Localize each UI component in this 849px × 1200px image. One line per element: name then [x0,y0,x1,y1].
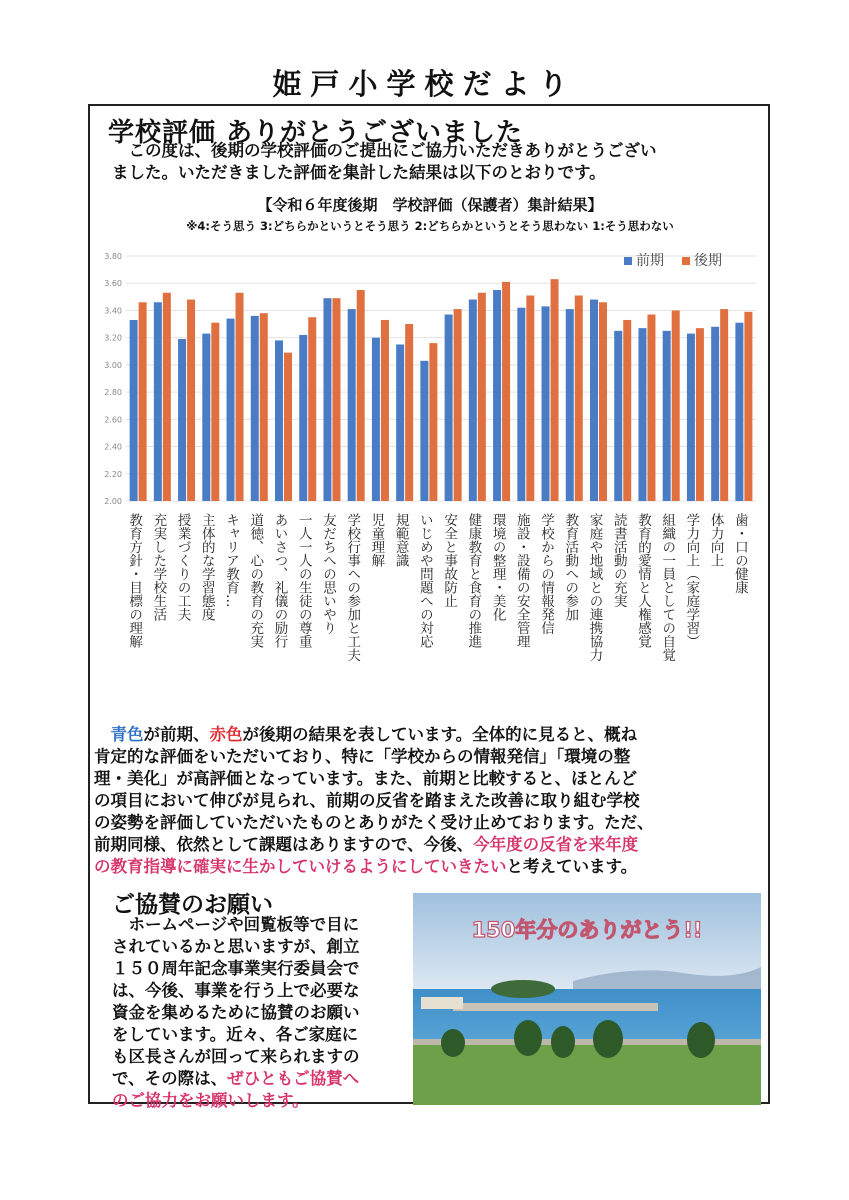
bar-kouki [284,353,292,501]
bar-zenki [542,306,550,501]
bar-zenki [178,339,186,501]
bar-kouki [502,282,510,501]
sponsor-line: １５０周年記念事業実行委員会で [112,959,360,978]
summary-text: が前期、 [143,725,210,744]
category-label: いじめや問題への対応 [416,513,433,648]
bar-kouki [696,328,704,501]
category-label: 充実した学校生活 [150,513,167,621]
bar-zenki [687,334,695,501]
legend-label: 前期 [636,253,664,269]
bar-kouki [308,317,316,501]
bar-zenki [251,316,259,501]
bar-zenki [638,328,646,501]
section-heading-evaluation: 学校評価 ありがとうございました [108,118,524,148]
bar-zenki [614,331,622,501]
category-label: 規範意識 [392,513,409,567]
bar-zenki [202,334,210,501]
category-label: 体力向上 [707,513,724,567]
photo-caption: 150年分のありがとう!! [471,918,703,942]
category-label: 家庭や地域との連携協力 [586,513,603,662]
red-keyword: 赤色 [209,725,243,744]
bar-zenki [493,290,501,501]
intro-paragraph [112,140,760,184]
category-label: 一人一人の生徒の尊重 [295,513,312,648]
bar-kouki [575,295,583,501]
sponsorship-paragraph [112,914,406,1112]
bar-zenki [663,331,671,501]
category-label: 環境の整理・美化 [489,513,506,621]
y-tick-label: 2.40 [104,442,122,452]
category-label: 学校からの情報発信 [538,513,555,635]
summary-text: 前期同様、依然として課題はありますので、今後、 [94,835,474,854]
y-tick-label: 2.20 [104,469,122,479]
bar-zenki [566,309,574,501]
category-label: 授業づくりの工夫 [174,513,191,621]
emphasis-text: の教育指導に確実に生かしていけるようにしていきたい [94,857,507,876]
bar-zenki [154,302,162,501]
bar-zenki [323,298,331,501]
bar-kouki [599,302,607,501]
category-label: 安全と事故防止 [441,513,458,608]
summary-line: の姿勢を評価していただいたものとありがたく受け止めております。ただ、 [94,813,654,832]
bar-kouki [139,302,147,501]
category-label: 歯・口の健康 [731,513,748,594]
y-tick-label: 3.40 [104,306,122,316]
bar-zenki [130,320,138,501]
emphasis-text: 今年度の反省を来年度 [473,835,639,854]
summary-line: の項目において伸びが見られ、前期の反省を踏まえた改善に取り組む学校 [94,791,640,810]
bar-zenki [735,323,743,501]
evaluation-bar-chart [88,240,768,700]
bar-kouki [478,293,486,501]
bar-zenki [711,327,719,501]
emphasis-text: のご協力をお願いします。 [112,1091,309,1110]
y-tick-label: 2.00 [104,497,122,506]
bar-zenki [420,361,428,501]
sponsor-line: されているかと思いますが、創立 [112,937,360,956]
bar-zenki [590,300,598,501]
bar-kouki [454,309,462,501]
category-label: 教育的愛情と人権感覚 [634,513,651,648]
category-label: 友だちへの思いやり [319,513,336,635]
sponsor-line: も区長さんが回って来られますの [112,1047,360,1066]
bar-zenki [372,338,380,501]
category-label: 教育活動への参加 [562,513,579,621]
sponsor-line: は、今後、事業を行う上で必要な [112,981,360,1000]
bar-zenki [299,335,307,501]
bar-kouki [429,343,437,501]
bar-kouki [381,320,389,501]
bar-kouki [357,290,365,501]
bar-zenki [348,309,356,501]
bar-zenki [227,319,235,501]
category-label: 学力向上（家庭学習） [683,513,700,648]
sponsor-line: ホームページや回覧板等で目に [128,915,360,934]
category-label: 組織の一員としての自覚 [659,513,676,662]
summary-line: 理・美化」が高評価となっています。また、前期と比較すると、ほとんど [94,769,638,788]
bar-zenki [396,344,404,501]
category-label: 読書活動の充実 [610,513,627,608]
y-tick-label: 3.20 [104,333,122,343]
legend-swatch [624,257,632,265]
sponsor-line: をしています。近々、各ご家庭に [112,1025,359,1044]
emphasis-text: ぜひともご協賛へ [227,1069,360,1088]
bar-kouki [187,300,195,501]
bar-kouki [744,312,752,501]
scale-note: ※4:そう思う 3:どちらかというとそう思う 2:どちらかというとそう思わない 1:そう思わない [186,219,674,233]
bar-zenki [469,300,477,501]
category-label: 健康教育と食育の推進 [465,513,482,648]
category-label: キャリア教育… [223,513,240,608]
legend-swatch [682,257,690,265]
category-label: 児童理解 [368,513,385,567]
blue-keyword: 青色 [110,725,144,744]
bar-kouki [211,323,219,501]
bar-kouki [260,313,268,501]
anniversary-photo [413,893,761,1105]
bar-kouki [672,310,680,501]
bar-kouki [163,293,171,501]
sponsor-line: 資金を集めるために協賛のお願い [112,1003,360,1022]
bar-zenki [445,315,453,501]
bar-kouki [551,279,559,501]
section-heading-sponsorship: ご協賛のお願い [112,892,273,918]
category-label: 道徳、心の教育の充実 [247,513,264,648]
sponsor-text: で、その際は、 [112,1069,228,1088]
bar-kouki [647,315,655,501]
bar-kouki [236,293,244,501]
summary-line: 肯定的な評価をいただいており、特に「学校からの情報発信」「環境の整 [94,747,631,766]
bar-kouki [623,320,631,501]
category-label: 学校行事への参加と工夫 [344,513,361,662]
category-label: 施設・設備の安全管理 [513,513,530,648]
bar-kouki [405,324,413,501]
summary-text: が後期の結果を表しています。全体的に見ると、概ね [242,725,638,744]
category-label: 教育方針・目標の理解 [126,513,143,648]
intro-line: この度は、後期の学校評価のご提出にご協力いただきありがとうござい [128,141,657,160]
y-tick-label: 2.60 [104,415,122,425]
y-tick-label: 3.60 [104,279,122,289]
legend-label: 後期 [694,253,722,269]
y-tick-label: 2.80 [104,388,122,398]
bar-kouki [332,298,340,501]
chart-title: 【令和６年度後期 学校評価（保護者）集計結果】 [257,196,603,214]
y-tick-label: 3.00 [104,360,122,370]
bar-kouki [720,309,728,501]
page-title: 姫戸小学校だより [272,67,577,101]
bar-zenki [275,340,283,501]
bar-kouki [526,295,534,501]
category-label: 主体的な学習態度 [198,513,215,621]
intro-line: ました。いただきました評価を集計した結果は以下のとおりです。 [112,163,606,182]
summary-text: と考えています。 [506,857,638,876]
category-label: あいさつ、礼儀の励行 [271,513,288,648]
bar-zenki [517,308,525,501]
summary-paragraph [94,724,764,878]
y-tick-label: 3.80 [104,252,122,261]
